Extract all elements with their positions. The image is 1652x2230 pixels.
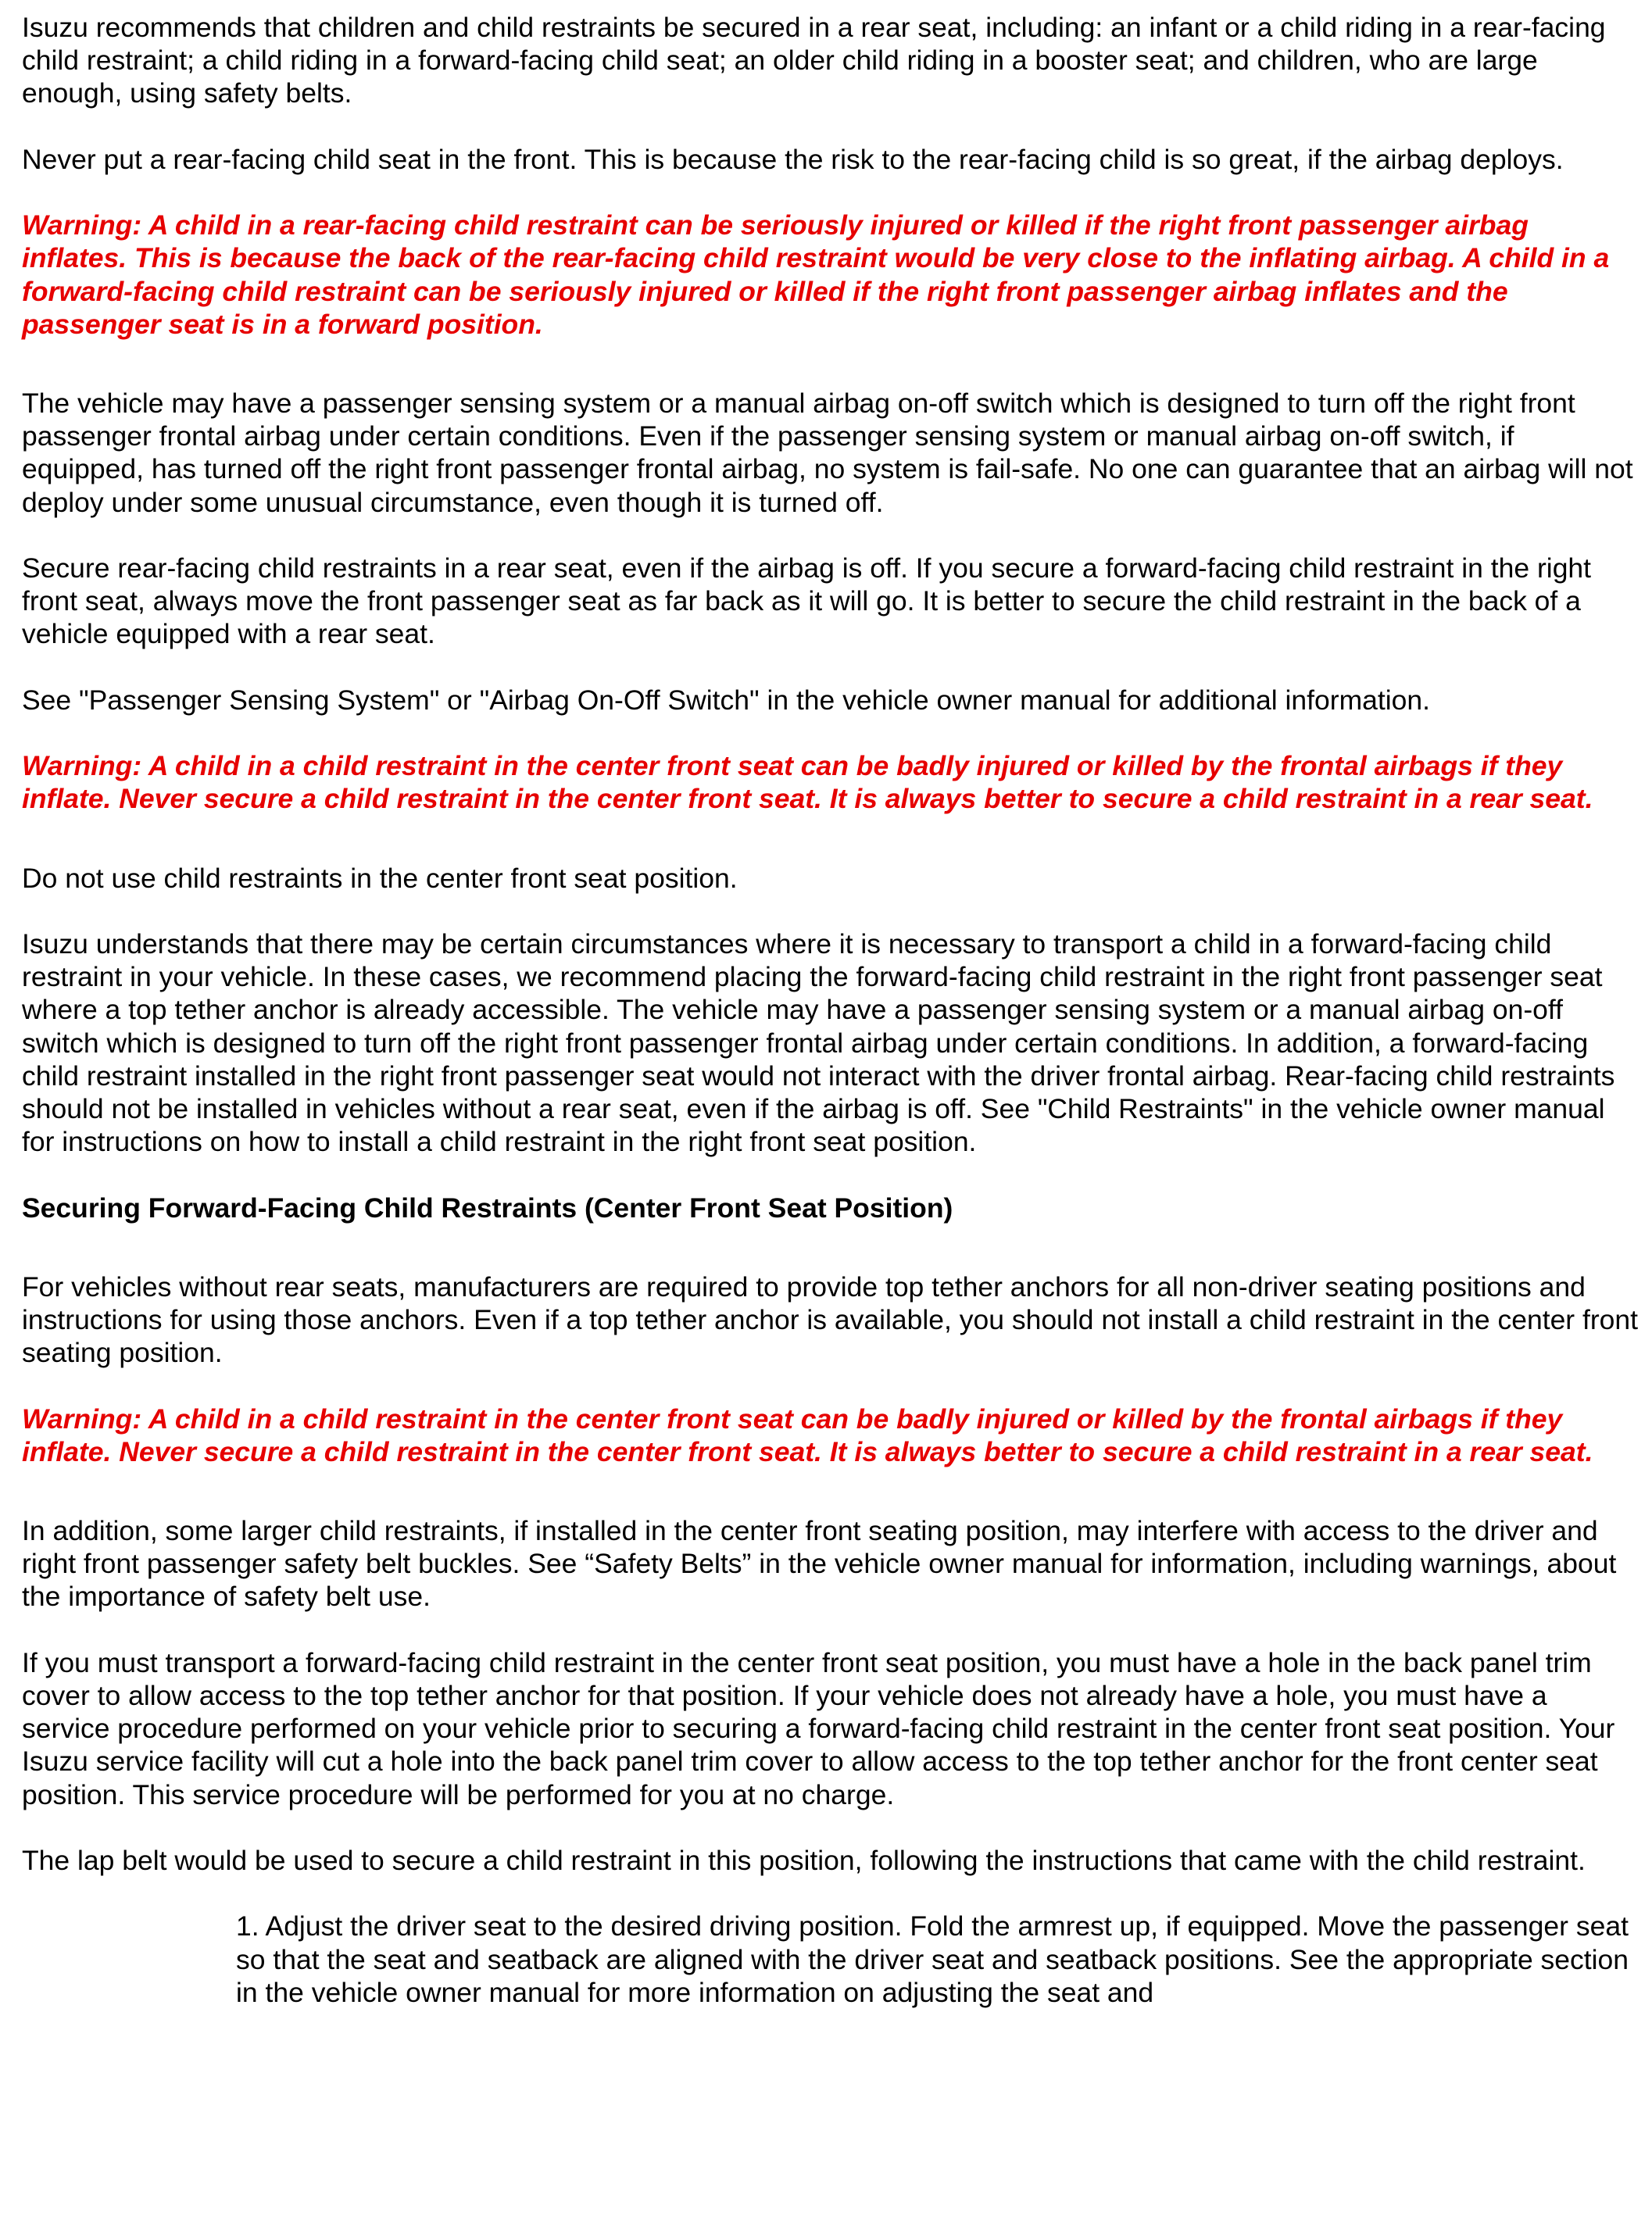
vehicles-without-rear-seats-paragraph: For vehicles without rear seats, manufacturers are required to provide top tether anchors for all non-driver seating positions and instructions for using those anchors. Even if a top tether anchor is available, you should not install a child restraint in the center front seating position. <box>22 1270 1639 1369</box>
service-procedure-paragraph: If you must transport a forward-facing child restraint in the center front seat position, you must have a hole in the back panel trim cover to allow access to the top tether anchor for that position. If your vehicle does not already have a hole, you must have a service procedure performed on your vehicle prior to securing a forward-facing child restraint in the center front seat position. Your Isuzu service facility will cut a hole into the back panel trim cover to allow access to the top tether anchor for the front center seat position. This service procedure will be performed for you at no charge. <box>22 1646 1615 1810</box>
lap-belt-paragraph: The lap belt would be used to secure a child restraint in this position, following the instructions that came with the child restraint. <box>22 1845 1586 1876</box>
rear-facing-front-paragraph: Never put a rear-facing child seat in the front. This is because the risk to the rear-facing child is so great, if the airbag deploys. <box>22 143 1564 175</box>
no-center-seat-paragraph: Do not use child restraints in the center front seat position. <box>22 862 738 894</box>
step-1: 1. Adjust the driver seat to the desired driving position. Fold the armrest up, if equipped. Move the passenger seat so that the seat and seatback are aligned with the driver seat and seatback positions. See the appropriate section in the vehicle owner manual for more information on adjusting the seat and <box>236 1910 1629 2008</box>
see-manual-paragraph: See "Passenger Sensing System" or "Airbag On-Off Switch" in the vehicle owner manual for additional information. <box>22 684 1430 716</box>
warning-center-front-seat: Warning: A child in a child restraint in the center front seat can be badly injured or killed by the frontal airbags if they inflate. Never secure a child restraint in the center front seat. It is always better to secure a child restraint in a rear seat. <box>22 750 1593 815</box>
document-page <box>22 11 1639 2009</box>
warning-center-front-seat-repeat: Warning: A child in a child restraint in the center front seat can be badly injured or killed by the frontal airbags if they inflate. Never secure a child restraint in the center front seat. It is always better to secure a child restraint in a rear seat. <box>22 1403 1593 1467</box>
warning-rear-facing-airbag: Warning: A child in a rear-facing child restraint can be seriously injured or killed if the right front passenger airbag inflates. This is because the back of the rear-facing child restraint would be very close to the inflating airbag. A child in a forward-facing child restraint can be seriously injured or killed if the right front passenger airbag inflates and the passenger seat is in a forward position. <box>22 209 1610 340</box>
section-heading: Securing Forward-Facing Child Restraints (Center Front Seat Position) <box>22 1192 953 1224</box>
secure-rear-facing-paragraph: Secure rear-facing child restraints in a rear seat, even if the airbag is off. If you secure a forward-facing child restraint in the right front seat, always move the front passenger seat as far back as it will go. It is better to secure the child restraint in the back of a vehicle equipped with a rear seat. <box>22 552 1592 650</box>
larger-restraints-paragraph: In addition, some larger child restraints, if installed in the center front seating position, may interfere with access to the driver and right front passenger safety belt buckles. See “Safety Belts” in the vehicle owner manual for information, including warnings, about the importance of safety belt use. <box>22 1515 1617 1613</box>
circumstances-paragraph: Isuzu understands that there may be certain circumstances where it is necessary to transport a child in a forward-facing child restraint in your vehicle. In these cases, we recommend placing the forward-facing child restraint in the right front passenger seat where a top tether anchor is already accessible. The vehicle may have a passenger sensing system or a manual airbag on-off switch which is designed to turn off the right front passenger frontal airbag under certain conditions. In addition, a forward-facing child restraint installed in the right front passenger seat would not interact with the driver frontal airbag. Rear-facing child restraints should not be installed in vehicles without a rear seat, even if the airbag is off. See "Child Restraints" in the vehicle owner manual for instructions on how to install a child restraint in the right front seat position. <box>22 927 1615 1158</box>
intro-paragraph: Isuzu recommends that children and child restraints be secured in a rear seat, including: an infant or a child riding in a rear-facing child restraint; a child riding in a forward-facing child seat; an older child riding in a booster seat; and children, who are large enough, using safety belts. <box>22 12 1606 109</box>
passenger-sensing-paragraph: The vehicle may have a passenger sensing system or a manual airbag on-off switch which is designed to turn off the right front passenger frontal airbag under certain conditions. Even if the passenger sensing system or manual airbag on-off switch, if equipped, has turned off the right front passenger frontal airbag, no system is fail-safe. No one can guarantee that an airbag will not deploy under some unusual circumstance, even though it is turned off. <box>22 388 1633 518</box>
